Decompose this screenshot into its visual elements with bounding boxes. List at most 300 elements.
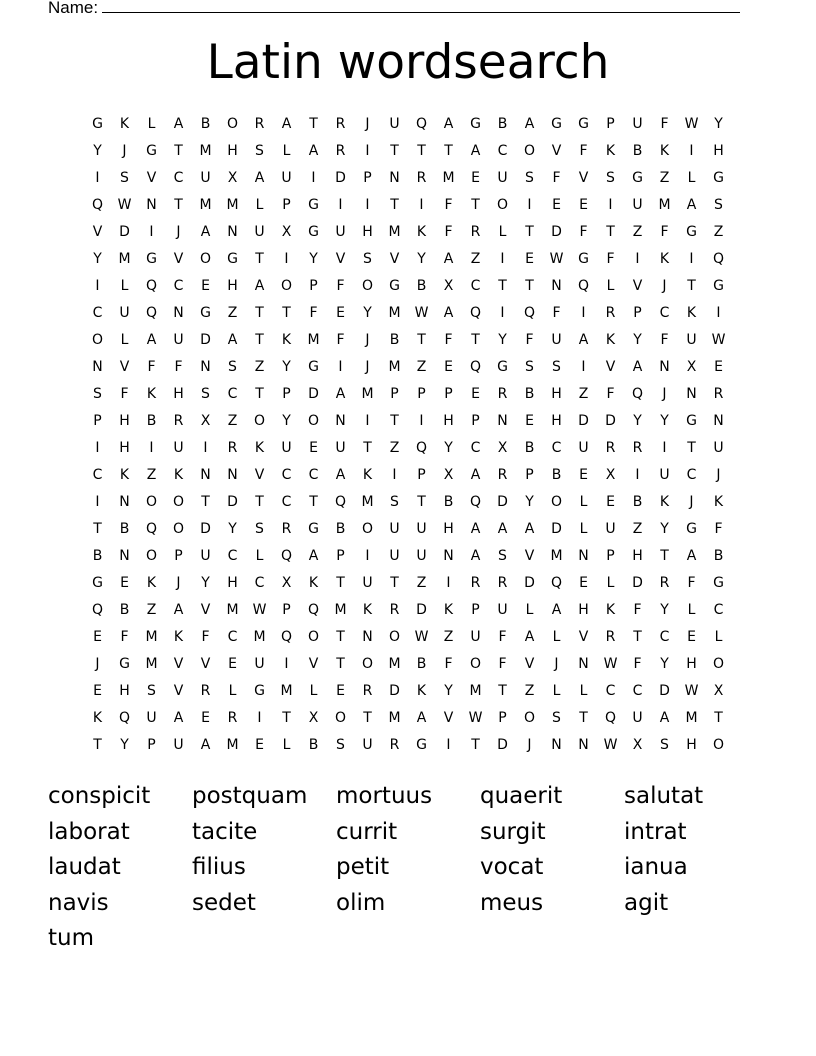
grid-letter: M [361, 494, 374, 510]
grid-letter: O [523, 143, 536, 159]
grid-letter: X [686, 359, 697, 375]
grid-letter: C [254, 575, 265, 591]
grid-letter: J [662, 386, 667, 402]
grid-letter: T [309, 494, 318, 510]
grid-letter: F [606, 386, 615, 402]
word-list-item: tum [48, 925, 94, 951]
grid-letter: R [362, 683, 373, 699]
grid-letter: K [605, 332, 616, 348]
grid-letter: K [173, 467, 184, 483]
grid-letter: U [416, 521, 427, 537]
grid-letter: T [255, 386, 264, 402]
grid-letter: C [173, 170, 184, 186]
grid-letter: I [365, 413, 370, 429]
grid-letter: F [606, 251, 615, 267]
grid-letter: R [497, 467, 508, 483]
name-field [48, 0, 740, 18]
grid-letter: F [687, 575, 696, 591]
grid-letter: G [686, 413, 697, 429]
word-list-item: filius [192, 854, 246, 880]
grid-letter: G [227, 251, 238, 267]
grid-letter: U [254, 224, 265, 240]
grid-letter: U [470, 629, 481, 645]
grid-letter: T [444, 143, 453, 159]
grid-letter: X [632, 737, 643, 753]
grid-letter: A [335, 386, 346, 402]
grid-letter: O [199, 251, 212, 267]
word-list-item: petit [336, 854, 390, 880]
grid-letter: W [252, 602, 267, 618]
grid-letter: G [254, 683, 265, 699]
grid-letter: Q [469, 305, 482, 321]
grid-letter: T [336, 656, 345, 672]
grid-letter: K [119, 467, 130, 483]
grid-letter: G [308, 197, 319, 213]
grid-letter: L [525, 602, 534, 618]
grid-letter: W [603, 656, 618, 672]
grid-letter: U [632, 710, 643, 726]
grid-letter: P [417, 467, 426, 483]
grid-letter: F [147, 359, 156, 375]
grid-letter: Z [632, 224, 643, 240]
word-list-item: salutat [624, 783, 704, 809]
grid-letter: A [524, 521, 535, 537]
grid-letter: Y [498, 332, 507, 348]
grid-letter: H [686, 737, 697, 753]
grid-letter: H [578, 602, 589, 618]
grid-letter: I [635, 251, 640, 267]
grid-letter: L [282, 143, 291, 159]
grid-letter: U [173, 737, 184, 753]
grid-letter: S [660, 737, 669, 753]
grid-letter: G [578, 116, 589, 132]
grid-letter: N [146, 197, 157, 213]
grid-letter: N [227, 224, 238, 240]
grid-letter: X [443, 278, 454, 294]
grid-letter: U [713, 440, 724, 456]
grid-letter: G [551, 116, 562, 132]
grid-letter: A [146, 332, 157, 348]
grid-letter: M [145, 656, 158, 672]
grid-letter: V [173, 656, 184, 672]
grid-letter: D [659, 683, 670, 699]
grid-letter: J [176, 224, 181, 240]
grid-letter: C [551, 440, 562, 456]
grid-letter: I [419, 197, 424, 213]
grid-letter: F [714, 521, 723, 537]
grid-letter: Q [550, 575, 563, 591]
grid-letter: Z [389, 440, 400, 456]
grid-letter: N [443, 548, 454, 564]
grid-letter: T [498, 278, 507, 294]
grid-letter: I [95, 494, 100, 510]
grid-letter: D [632, 575, 643, 591]
grid-letter: I [635, 467, 640, 483]
grid-letter: S [93, 386, 102, 402]
grid-letter: F [336, 278, 345, 294]
word-list-item: laborat [48, 818, 130, 845]
grid-letter: E [552, 197, 561, 213]
grid-letter: X [308, 710, 319, 726]
grid-letter: R [632, 440, 643, 456]
grid-letter: T [363, 710, 372, 726]
grid-letter: U [578, 440, 589, 456]
grid-letter: E [687, 629, 696, 645]
grid-letter: A [173, 710, 184, 726]
grid-letter: L [687, 602, 696, 618]
grid-letter: B [92, 548, 103, 564]
grid-letter: B [632, 143, 643, 159]
grid-letter: H [551, 386, 562, 402]
grid-letter: R [173, 413, 184, 429]
grid-letter: E [336, 683, 345, 699]
grid-letter: P [525, 467, 534, 483]
grid-letter: U [335, 224, 346, 240]
grid-letter: G [632, 170, 643, 186]
grid-letter: I [500, 251, 505, 267]
grid-letter: M [199, 197, 212, 213]
grid-letter: S [336, 737, 345, 753]
grid-letter: Y [660, 413, 669, 429]
grid-letter: M [388, 656, 401, 672]
grid-letter: M [361, 386, 374, 402]
grid-letter: S [714, 197, 723, 213]
grid-letter: T [606, 224, 615, 240]
grid-letter: I [689, 143, 694, 159]
grid-letter: O [361, 521, 374, 537]
grid-letter: R [659, 575, 670, 591]
grid-letter: V [578, 629, 589, 645]
grid-letter: R [470, 575, 481, 591]
grid-letter: Y [282, 359, 291, 375]
grid-letter: Q [604, 710, 617, 726]
grid-letter: N [578, 737, 589, 753]
grid-letter: B [416, 278, 427, 294]
grid-letter: F [444, 224, 453, 240]
grid-letter: V [254, 467, 265, 483]
grid-letter: P [93, 413, 102, 429]
grid-letter: L [228, 683, 237, 699]
grid-letter: C [470, 440, 481, 456]
grid-letter: D [524, 575, 535, 591]
grid-letter: T [714, 710, 723, 726]
grid-letter: V [443, 710, 454, 726]
grid-letter: C [659, 629, 670, 645]
grid-letter: N [335, 413, 346, 429]
grid-letter: P [471, 413, 480, 429]
grid-letter: Q [469, 494, 482, 510]
grid-letter: G [146, 251, 157, 267]
grid-letter: M [226, 197, 239, 213]
word-list-item: postquam [192, 783, 308, 809]
grid-letter: Z [254, 359, 265, 375]
grid-letter: H [551, 413, 562, 429]
grid-letter: O [226, 116, 239, 132]
grid-letter: U [497, 602, 508, 618]
grid-letter: K [659, 143, 670, 159]
grid-letter: V [632, 278, 643, 294]
grid-letter: C [605, 683, 616, 699]
grid-letter: S [120, 170, 129, 186]
grid-letter: Z [659, 170, 670, 186]
grid-letter: Z [227, 305, 238, 321]
grid-letter: T [282, 305, 291, 321]
grid-letter: G [308, 359, 319, 375]
grid-letter: U [389, 521, 400, 537]
grid-letter: I [284, 251, 289, 267]
word-list-item: mortuus [336, 783, 433, 809]
grid-letter: I [689, 251, 694, 267]
grid-letter: Y [444, 440, 453, 456]
grid-letter: F [579, 143, 588, 159]
grid-letter: O [550, 494, 563, 510]
grid-letter: C [92, 467, 103, 483]
grid-letter: I [338, 197, 343, 213]
grid-letter: O [172, 494, 185, 510]
grid-letter: A [524, 116, 535, 132]
grid-letter: C [308, 467, 319, 483]
grid-letter: K [362, 602, 373, 618]
grid-letter: E [606, 494, 615, 510]
grid-letter: Z [524, 683, 535, 699]
grid-letter: I [365, 197, 370, 213]
grid-letter: Q [415, 116, 428, 132]
grid-letter: J [662, 278, 667, 294]
grid-letter: L [579, 521, 588, 537]
grid-letter: W [684, 683, 699, 699]
grid-letter: U [632, 116, 643, 132]
grid-letter: L [309, 683, 318, 699]
grid-letter: V [173, 251, 184, 267]
grid-letter: T [660, 548, 669, 564]
grid-letter: I [365, 143, 370, 159]
grid-letter: T [255, 332, 264, 348]
grid-letter: D [200, 332, 211, 348]
grid-letter: D [119, 224, 130, 240]
grid-letter: Y [660, 656, 669, 672]
grid-letter: Q [145, 305, 158, 321]
grid-letter: A [443, 305, 454, 321]
grid-letter: T [363, 440, 372, 456]
grid-letter: T [471, 197, 480, 213]
grid-letter: W [468, 710, 483, 726]
grid-letter: L [579, 683, 588, 699]
grid-letter: I [527, 197, 532, 213]
grid-letter: T [255, 251, 264, 267]
grid-letter: M [226, 737, 239, 753]
grid-letter: D [200, 521, 211, 537]
grid-letter: G [416, 737, 427, 753]
grid-letter: K [605, 602, 616, 618]
grid-letter: M [145, 629, 158, 645]
grid-letter: D [497, 737, 508, 753]
grid-letter: T [390, 413, 399, 429]
grid-letter: B [335, 521, 346, 537]
grid-letter: E [471, 170, 480, 186]
grid-letter: M [307, 332, 320, 348]
grid-letter: V [200, 602, 211, 618]
grid-letter: A [551, 602, 562, 618]
grid-letter: T [336, 629, 345, 645]
word-list-item: surgit [480, 818, 546, 845]
grid-letter: E [228, 656, 237, 672]
grid-letter: H [362, 224, 373, 240]
grid-letter: O [361, 656, 374, 672]
grid-letter: Y [660, 602, 669, 618]
grid-letter: A [254, 170, 265, 186]
grid-letter: K [362, 467, 373, 483]
grid-letter: B [713, 548, 724, 564]
grid-letter: I [392, 467, 397, 483]
grid-letter: K [605, 143, 616, 159]
grid-letter: B [551, 467, 562, 483]
grid-letter: Z [578, 386, 589, 402]
grid-letter: G [713, 278, 724, 294]
grid-letter: S [255, 521, 264, 537]
word-list-item: laudat [48, 854, 121, 880]
grid-letter: R [605, 629, 616, 645]
grid-letter: M [388, 710, 401, 726]
grid-letter: E [336, 305, 345, 321]
grid-letter: E [579, 197, 588, 213]
grid-letter: G [92, 116, 103, 132]
grid-letter: P [471, 602, 480, 618]
grid-letter: Q [280, 629, 293, 645]
word-list-item: quaerit [480, 783, 563, 809]
grid-letter: U [146, 710, 157, 726]
grid-letter: M [199, 143, 212, 159]
grid-letter: X [443, 467, 454, 483]
grid-letter: G [470, 116, 481, 132]
grid-letter: H [227, 278, 238, 294]
grid-letter: R [497, 575, 508, 591]
grid-letter: N [578, 548, 589, 564]
grid-letter: O [307, 413, 320, 429]
grid-letter: D [551, 521, 562, 537]
grid-letter: T [174, 143, 183, 159]
grid-letter: S [363, 251, 372, 267]
word-list-item: intrat [624, 818, 687, 845]
grid-letter: K [92, 710, 103, 726]
grid-letter: L [147, 116, 156, 132]
grid-letter: A [632, 359, 643, 375]
grid-letter: Q [469, 359, 482, 375]
grid-letter: S [147, 683, 156, 699]
grid-letter: M [469, 683, 482, 699]
grid-letter: K [281, 332, 292, 348]
grid-letter: E [309, 440, 318, 456]
grid-letter: R [605, 440, 616, 456]
word-list-item: olim [336, 889, 386, 916]
grid-letter: H [173, 386, 184, 402]
grid-letter: U [200, 170, 211, 186]
grid-letter: V [119, 359, 130, 375]
grid-letter: E [714, 359, 723, 375]
grid-letter: P [498, 710, 507, 726]
grid-letter: T [282, 710, 291, 726]
grid-letter: U [335, 440, 346, 456]
grid-letter: V [92, 224, 103, 240]
grid-letter: A [470, 521, 481, 537]
grid-letter: N [578, 656, 589, 672]
grid-letter: R [470, 224, 481, 240]
grid-letter: A [227, 332, 238, 348]
grid-letter: D [605, 413, 616, 429]
grid-letter: F [660, 224, 669, 240]
grid-letter: R [227, 710, 238, 726]
grid-letter: O [334, 710, 347, 726]
grid-letter: O [523, 710, 536, 726]
grid-letter: E [525, 251, 534, 267]
grid-letter: M [550, 548, 563, 564]
grid-letter: K [119, 116, 130, 132]
grid-letter: D [497, 494, 508, 510]
word-list-item: agit [624, 889, 669, 916]
grid-letter: X [497, 440, 508, 456]
grid-letter: X [281, 575, 292, 591]
grid-letter: I [608, 197, 613, 213]
grid-letter: M [226, 602, 239, 618]
grid-letter: V [200, 656, 211, 672]
grid-letter: P [282, 197, 291, 213]
grid-letter: A [686, 197, 697, 213]
grid-letter: A [470, 467, 481, 483]
grid-letter: E [201, 710, 210, 726]
grid-letter: T [525, 278, 534, 294]
grid-letter: T [390, 143, 399, 159]
grid-letter: L [687, 170, 696, 186]
grid-letter: A [524, 629, 535, 645]
grid-letter: R [416, 170, 427, 186]
grid-letter: I [203, 440, 208, 456]
grid-letter: J [176, 575, 181, 591]
grid-letter: B [632, 494, 643, 510]
grid-letter: U [497, 170, 508, 186]
grid-letter: E [525, 413, 534, 429]
grid-letter: Z [713, 224, 724, 240]
grid-letter: X [713, 683, 724, 699]
grid-letter: Y [714, 116, 723, 132]
grid-letter: Y [660, 521, 669, 537]
grid-letter: O [388, 629, 401, 645]
grid-letter: H [119, 683, 130, 699]
grid-letter: U [632, 197, 643, 213]
grid-letter: B [146, 413, 157, 429]
grid-letter: N [551, 737, 562, 753]
grid-letter: T [471, 737, 480, 753]
grid-letter: L [579, 494, 588, 510]
grid-letter: C [227, 629, 238, 645]
page-title: Latin wordsearch [206, 35, 610, 90]
grid-letter: C [281, 467, 292, 483]
grid-letter: A [443, 116, 454, 132]
grid-letter: Q [334, 494, 347, 510]
grid-letter: K [443, 602, 454, 618]
grid-letter: R [281, 521, 292, 537]
grid-letter: U [173, 332, 184, 348]
grid-letter: Y [309, 251, 318, 267]
grid-letter: N [686, 386, 697, 402]
grid-letter: V [524, 656, 535, 672]
grid-letter: D [551, 224, 562, 240]
grid-letter: T [579, 710, 588, 726]
word-list-item: navis [48, 889, 109, 916]
grid-letter: F [174, 359, 183, 375]
grid-letter: M [118, 251, 131, 267]
grid-letter: O [145, 494, 158, 510]
grid-letter: N [713, 413, 724, 429]
grid-letter: F [444, 656, 453, 672]
